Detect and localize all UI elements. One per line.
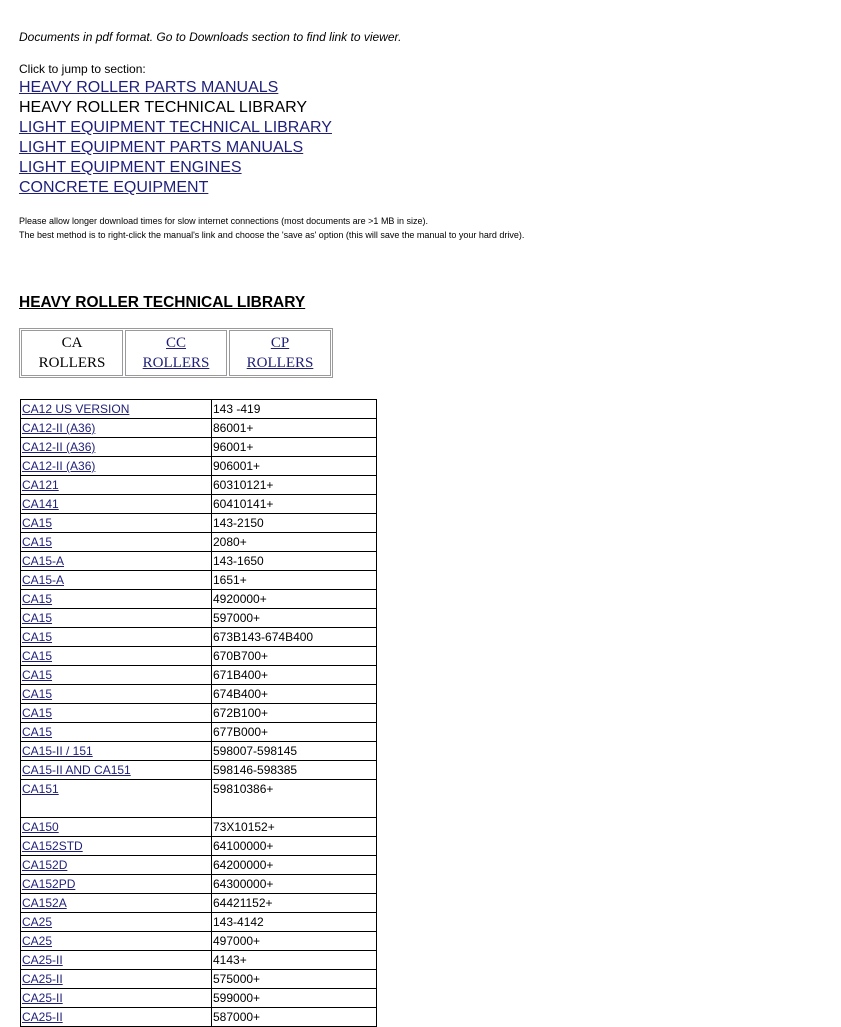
serial-range-cell: 64200000+ [212, 856, 377, 875]
model-cell [21, 894, 212, 913]
table-row [21, 856, 377, 875]
model-link[interactable]: CA15-II AND CA151 [22, 763, 131, 777]
table-row [21, 438, 377, 457]
serial-range-cell: 60310121+ [212, 476, 377, 495]
model-table [20, 399, 377, 1027]
section-item [19, 98, 332, 118]
serial-range-cell: 597000+ [212, 609, 377, 628]
section-link[interactable]: LIGHT EQUIPMENT TECHNICAL LIBRARY [19, 119, 332, 136]
serial-range-cell: 670B700+ [212, 647, 377, 666]
model-cell [21, 761, 212, 780]
model-cell [21, 495, 212, 514]
serial-range-cell: 143 -419 [212, 400, 377, 419]
model-cell [21, 666, 212, 685]
model-link[interactable]: CA15 [22, 706, 53, 720]
serial-range-cell: 60410141+ [212, 495, 377, 514]
roller-tab[interactable] [125, 330, 227, 376]
serial-range-cell: 677B000+ [212, 723, 377, 742]
roller-tab-text[interactable]: ROLLERS [142, 355, 210, 371]
model-link[interactable]: CA121 [22, 478, 59, 492]
table-row [21, 514, 377, 533]
model-link[interactable]: CA12 US VERSION [22, 402, 130, 416]
model-cell [21, 970, 212, 989]
section-link-list [19, 78, 332, 198]
model-link[interactable]: CA15 [22, 535, 53, 549]
model-link[interactable]: CA25 [22, 915, 53, 929]
model-cell [21, 913, 212, 932]
model-link[interactable]: CA152PD [22, 877, 76, 891]
serial-range-cell: 1651+ [212, 571, 377, 590]
roller-tab-text: CA [61, 335, 83, 351]
table-row [21, 913, 377, 932]
serial-range-cell: 143-4142 [212, 913, 377, 932]
table-row [21, 457, 377, 476]
table-row [21, 723, 377, 742]
serial-range-cell: 64100000+ [212, 837, 377, 856]
table-row [21, 609, 377, 628]
model-link[interactable]: CA15 [22, 725, 53, 739]
model-cell [21, 628, 212, 647]
section-link[interactable]: HEAVY ROLLER PARTS MANUALS [19, 79, 279, 96]
serial-range-cell: 64421152+ [212, 894, 377, 913]
model-link[interactable]: CA15 [22, 592, 53, 606]
roller-tab[interactable] [229, 330, 331, 376]
table-row [21, 419, 377, 438]
serial-range-cell: 599000+ [212, 989, 377, 1008]
model-cell [21, 514, 212, 533]
model-cell [21, 818, 212, 837]
table-row [21, 590, 377, 609]
model-cell [21, 457, 212, 476]
model-cell [21, 609, 212, 628]
model-cell [21, 590, 212, 609]
section-link[interactable]: CONCRETE EQUIPMENT [19, 179, 209, 196]
table-row [21, 780, 377, 818]
table-row [21, 970, 377, 989]
serial-range-cell: 575000+ [212, 970, 377, 989]
model-cell [21, 419, 212, 438]
serial-range-cell: 598007-598145 [212, 742, 377, 761]
table-row [21, 400, 377, 419]
model-cell [21, 400, 212, 419]
model-cell [21, 875, 212, 894]
table-row [21, 495, 377, 514]
table-row [21, 628, 377, 647]
roller-tab-text: ROLLERS [38, 355, 106, 371]
serial-range-cell: 672B100+ [212, 704, 377, 723]
model-cell [21, 837, 212, 856]
table-row [21, 742, 377, 761]
table-row [21, 875, 377, 894]
model-cell [21, 533, 212, 552]
table-row [21, 476, 377, 495]
table-row [21, 837, 377, 856]
model-link[interactable]: CA15-A [22, 554, 65, 568]
serial-range-cell: 598146-598385 [212, 761, 377, 780]
serial-range-cell: 96001+ [212, 438, 377, 457]
model-link[interactable]: CA15-II / 151 [22, 744, 93, 758]
model-cell [21, 989, 212, 1008]
section-item [19, 158, 332, 178]
pdf-format-note: Documents in pdf format. Go to Downloads section to find link to viewer. [19, 30, 402, 44]
table-row [21, 704, 377, 723]
download-note [19, 214, 524, 242]
section-link[interactable]: LIGHT EQUIPMENT PARTS MANUALS [19, 139, 304, 156]
model-cell [21, 932, 212, 951]
model-link[interactable]: CA25-II [22, 991, 63, 1005]
model-cell [21, 1008, 212, 1027]
section-link[interactable]: LIGHT EQUIPMENT ENGINES [19, 159, 242, 176]
model-cell [21, 723, 212, 742]
table-row [21, 818, 377, 837]
serial-range-cell: 674B400+ [212, 685, 377, 704]
serial-range-cell: 673B143-674B400 [212, 628, 377, 647]
model-link[interactable]: CA15 [22, 611, 53, 625]
serial-range-cell: 2080+ [212, 533, 377, 552]
model-link[interactable]: CA151 [22, 782, 59, 796]
table-row [21, 1008, 377, 1027]
serial-range-cell: 64300000+ [212, 875, 377, 894]
download-note-line-2: The best method is to right-click the manual's link and choose the 'save as' option (this will save the manual to your hard drive). [19, 230, 525, 240]
serial-range-cell: 73X10152+ [212, 818, 377, 837]
serial-range-cell: 4920000+ [212, 590, 377, 609]
roller-tab [21, 330, 123, 376]
model-cell [21, 742, 212, 761]
table-row [21, 761, 377, 780]
table-row [21, 989, 377, 1008]
section-item [19, 178, 332, 198]
serial-range-cell: 497000+ [212, 932, 377, 951]
roller-tab-text[interactable]: CC [165, 335, 186, 351]
serial-range-cell: 587000+ [212, 1008, 377, 1027]
model-link[interactable]: CA141 [22, 497, 59, 511]
library-heading: HEAVY ROLLER TECHNICAL LIBRARY [19, 294, 306, 311]
model-cell [21, 571, 212, 590]
serial-range-cell: 906001+ [212, 457, 377, 476]
model-cell [21, 685, 212, 704]
model-cell [21, 476, 212, 495]
model-cell [21, 704, 212, 723]
serial-range-cell: 671B400+ [212, 666, 377, 685]
model-cell [21, 951, 212, 970]
model-link[interactable]: CA15-A [22, 573, 65, 587]
model-link[interactable]: CA25 [22, 934, 53, 948]
model-link[interactable]: CA25-II [22, 1010, 63, 1024]
model-link[interactable]: CA152D [22, 858, 68, 872]
table-row [21, 533, 377, 552]
model-cell [21, 552, 212, 571]
section-item [19, 78, 332, 98]
download-note-line-1: Please allow longer download times for slow internet connections (most documents are >1 MB in size). [19, 216, 428, 226]
model-link[interactable]: CA15 [22, 687, 53, 701]
model-link[interactable]: CA12-II (A36) [22, 459, 96, 473]
model-cell [21, 438, 212, 457]
model-link[interactable]: CA12-II (A36) [22, 421, 96, 435]
model-cell [21, 856, 212, 875]
table-row [21, 666, 377, 685]
model-link[interactable]: CA25-II [22, 972, 63, 986]
table-row [21, 571, 377, 590]
serial-range-cell: 59810386+ [212, 780, 377, 818]
model-link[interactable]: CA15 [22, 516, 53, 530]
table-row [21, 552, 377, 571]
roller-tabs [19, 328, 333, 378]
serial-range-cell: 143-2150 [212, 514, 377, 533]
model-link[interactable]: CA15 [22, 630, 53, 644]
model-link[interactable]: CA152STD [22, 839, 83, 853]
model-link[interactable]: CA25-II [22, 953, 63, 967]
table-row [21, 685, 377, 704]
model-link[interactable]: CA150 [22, 820, 59, 834]
section-item [19, 138, 332, 158]
table-row [21, 894, 377, 913]
serial-range-cell: 143-1650 [212, 552, 377, 571]
model-link[interactable]: CA152A [22, 896, 67, 910]
model-link[interactable]: CA12-II (A36) [22, 440, 96, 454]
serial-range-cell: 86001+ [212, 419, 377, 438]
model-cell [21, 780, 212, 818]
model-link[interactable]: CA15 [22, 668, 53, 682]
section-item [19, 118, 332, 138]
model-link[interactable]: CA15 [22, 649, 53, 663]
table-row [21, 647, 377, 666]
model-cell [21, 647, 212, 666]
serial-range-cell: 4143+ [212, 951, 377, 970]
roller-tab-text[interactable]: CP [270, 335, 290, 351]
current-section-label: HEAVY ROLLER TECHNICAL LIBRARY [19, 99, 308, 116]
table-row [21, 951, 377, 970]
jump-to-section-label: Click to jump to section: [19, 62, 146, 76]
table-row [21, 932, 377, 951]
roller-tab-text[interactable]: ROLLERS [246, 355, 314, 371]
